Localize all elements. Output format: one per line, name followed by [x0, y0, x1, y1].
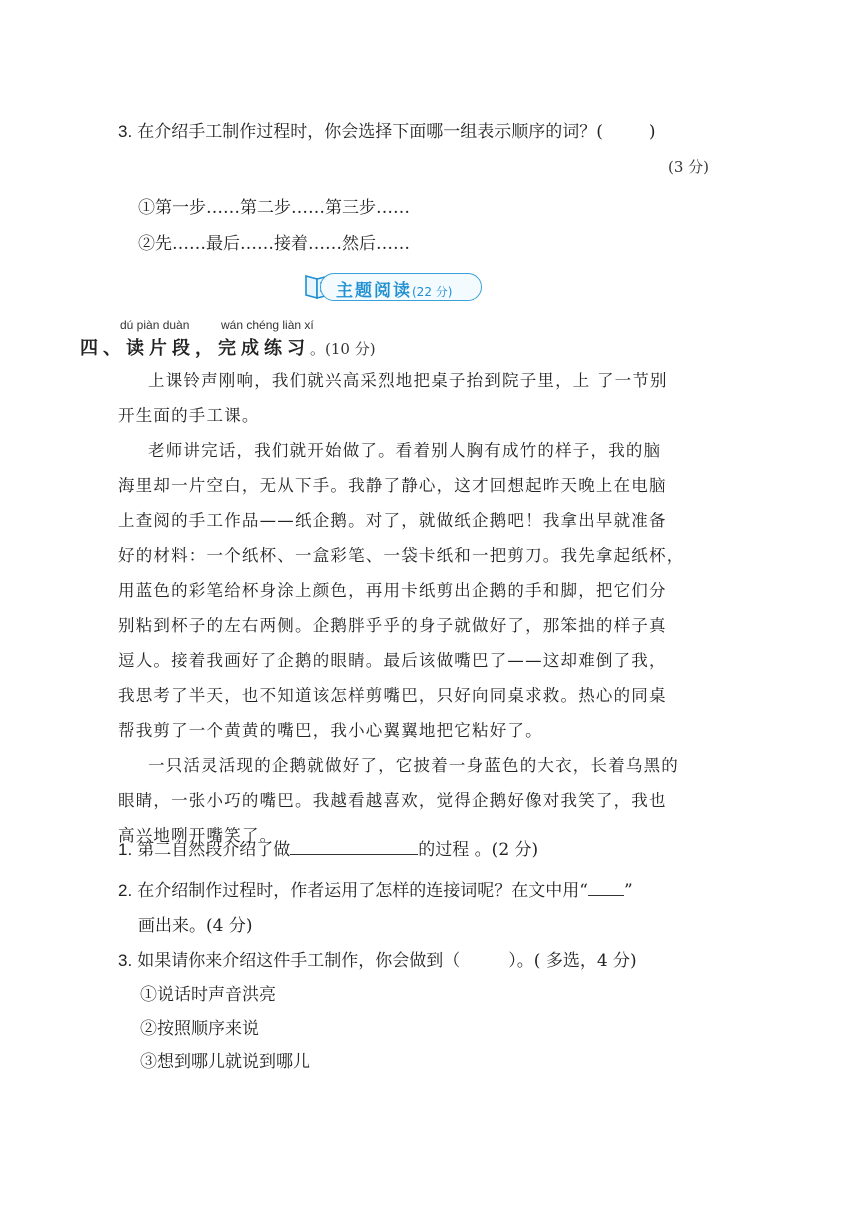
option-1: ①第一步……第二步……第三步……	[138, 198, 410, 218]
banner-title: 主题阅读(22 分)	[336, 281, 453, 301]
section-4-heading	[80, 334, 376, 360]
paren-close: )	[648, 122, 656, 142]
option-1: ①说话时声音洪亮	[140, 985, 276, 1005]
passage-line: 别粘到杯子的左右两侧。企鹅胖乎乎的身子就做好了，那笨拙的样子真	[118, 616, 667, 635]
question-suffix: 的过程 。(2 分)	[418, 840, 539, 860]
question-3-top	[118, 117, 656, 142]
passage-line: 好的材料：一个纸杯、一盒彩笔、一袋卡纸和一把剪刀。我先拿起纸杯，	[118, 546, 685, 565]
question-suffix: ）。( 多选，4 分)	[508, 951, 637, 971]
question-2	[118, 876, 633, 901]
question-text: 在介绍制作过程时，作者运用了怎样的连接词呢？在文中用“	[137, 881, 588, 901]
passage-line: 上查阅的手工作品——纸企鹅。对了，就做纸企鹅吧！我拿出早就准备	[118, 511, 667, 530]
option-2: ②先……最后……接着……然后……	[138, 234, 410, 254]
question-text: 第二自然段介绍了做	[137, 840, 291, 860]
section-4-title: 四、读片段，完成练习	[80, 338, 310, 359]
passage-line: 眼睛，一张小巧的嘴巴。我越看越喜欢，觉得企鹅好像对我笑了，我也	[118, 791, 667, 810]
pinyin-du-pian-duan: dú piàn duàn	[120, 318, 190, 332]
passage-line: 高兴地咧开嘴笑了。	[118, 826, 278, 845]
passage-line: 老师讲完话，我们就开始做了。看着别人胸有成竹的样子，我的脑	[148, 441, 662, 460]
quote-close: ”	[623, 881, 633, 901]
question-3	[118, 946, 637, 971]
question-text: 如果请你来介绍这件手工制作，你会做到（	[137, 951, 461, 971]
question-number: 3.	[118, 122, 133, 141]
passage-line: 用蓝色的彩笔给杯身涂上颜色，再用卡纸剪出企鹅的手和脚，把它们分	[118, 581, 667, 600]
question-number: 3.	[118, 951, 133, 970]
passage-line: 逗人。接着我画好了企鹅的眼睛。最后该做嘴巴了——这却难倒了我，	[118, 651, 667, 670]
banner-score: (22 分)	[412, 285, 453, 299]
passage-line: 一只活灵活现的企鹅就做好了，它披着一身蓝色的大衣，长着乌黑的	[148, 756, 679, 775]
passage-line: 海里却一片空白，无从下手。我静了静心，这才回想起昨天晚上在电脑	[118, 476, 667, 495]
question-number: 2.	[118, 881, 133, 900]
passage-line: 我思考了半天，也不知道该怎样剪嘴巴，只好向同桌求救。热心的同桌	[118, 686, 667, 705]
question-1	[118, 835, 538, 860]
question-text: 在介绍手工制作过程时，你会选择下面哪一组表示顺序的词？(	[137, 122, 603, 142]
section-4-score: 。(10 分)	[310, 340, 376, 358]
section-banner	[302, 270, 480, 302]
pinyin-wan-cheng-lian-xi: wán chéng liàn xí	[221, 318, 314, 332]
passage-line: 帮我剪了一个黄黄的嘴巴，我小心翼翼地把它粘好了。	[118, 721, 543, 740]
question-2-line-2: 画出来。(4 分)	[138, 916, 253, 936]
underline-sample	[588, 877, 624, 896]
answer-blank[interactable]	[290, 836, 418, 855]
question-3-top-score: (3 分)	[668, 158, 710, 176]
question-number: 1.	[118, 840, 133, 859]
option-3: ③想到哪儿就说到哪儿	[140, 1052, 310, 1072]
passage-line: 开生面的手工课。	[118, 406, 260, 425]
passage-line: 上课铃声刚响，我们就兴高采烈地把桌子抬到院子里，上 了一节别	[148, 371, 668, 390]
option-2: ②按照顺序来说	[140, 1019, 259, 1039]
